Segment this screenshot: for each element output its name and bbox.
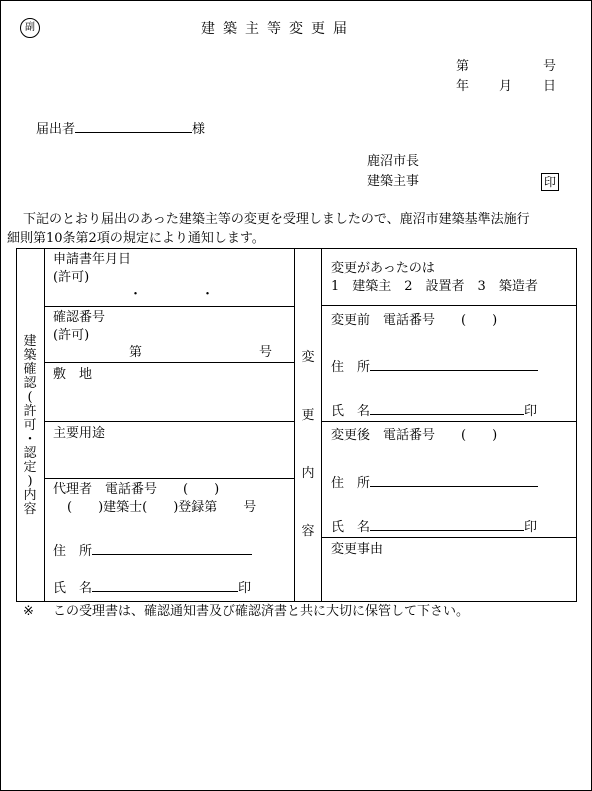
confirm-number-sub: (許可) — [53, 328, 90, 343]
agent-name-label: 氏 名 — [53, 581, 93, 596]
before-address-line — [331, 356, 538, 376]
divider-left-panel — [294, 248, 295, 602]
after-address-line — [331, 472, 538, 492]
before-name-field[interactable] — [370, 400, 524, 415]
site-label: 敷 地 — [53, 367, 93, 382]
agent-seal-mark: 印 — [238, 581, 252, 596]
agent-architect-registration: ( )建築士( )登録第 号 — [67, 500, 257, 515]
left-row-divider — [44, 306, 294, 307]
agent-address-line — [53, 540, 252, 560]
after-address-field[interactable] — [370, 472, 538, 487]
confirm-number-suffix: 号 — [259, 345, 273, 360]
footer-note-mark: ※ — [23, 604, 34, 619]
before-address-label: 住 所 — [331, 360, 371, 375]
right-row-divider — [321, 421, 577, 422]
right-row-divider — [321, 305, 577, 306]
changed-party-label: 変更があったのは — [331, 261, 435, 276]
center-vertical-label: 変 更 内 容 — [301, 350, 315, 539]
agent-address-field[interactable] — [92, 540, 252, 555]
agent-name-field[interactable] — [92, 577, 238, 592]
left-row-divider — [44, 478, 294, 479]
date-day: 日 — [543, 79, 557, 94]
application-date-label: 申請書年月日 — [53, 252, 132, 267]
divider-center-label — [321, 248, 322, 602]
changed-party-options: 1 建築主 2 設置者 3 築造者 — [331, 279, 538, 294]
number-prefix: 第 — [456, 59, 470, 74]
confirm-number-label: 確認番号 — [53, 310, 106, 325]
left-vertical-label: 建 築 確 認 ( 許 可 ・ 認 定 ) 内 容 — [23, 334, 37, 517]
left-row-divider — [44, 362, 294, 363]
agent-name-line — [53, 577, 251, 597]
after-phone-label: 変更後 電話番号 ( ) — [331, 428, 498, 443]
notifier-name-field[interactable] — [75, 118, 192, 133]
before-seal-mark: 印 — [524, 404, 538, 419]
after-name-label: 氏 名 — [331, 520, 371, 535]
after-name-field[interactable] — [370, 516, 524, 531]
after-address-label: 住 所 — [331, 476, 371, 491]
after-seal-mark: 印 — [524, 520, 538, 535]
before-name-label: 氏 名 — [331, 404, 371, 419]
right-row-divider — [321, 537, 577, 538]
before-phone-label: 変更前 電話番号 ( ) — [331, 313, 498, 328]
confirm-number-prefix: 第 — [129, 345, 143, 360]
notifier-line — [36, 118, 205, 138]
issuer-role: 建築主事 — [367, 174, 420, 189]
number-suffix: 号 — [543, 59, 557, 74]
footer-note: この受理書は、確認通知書及び確認済書と共に大切に保管して下さい。 — [53, 604, 470, 619]
application-date-dot-1: ・ — [129, 287, 143, 302]
date-month: 月 — [499, 79, 513, 94]
issuer-seal: 印 — [541, 173, 559, 191]
body-text-line-1: 下記のとおり届出のあった建築主等の変更を受理しましたので、鹿沼市建築基準法施行 — [23, 212, 530, 227]
left-row-divider — [44, 421, 294, 422]
agent-address-label: 住 所 — [53, 544, 93, 559]
notifier-suffix: 様 — [192, 122, 206, 137]
before-name-line — [331, 400, 537, 420]
duplicate-stamp-mark: 副 — [20, 18, 40, 38]
body-text-line-2: 細則第10条第2項の規定により通知します。 — [7, 231, 265, 246]
issuer-title: 鹿沼市長 — [367, 154, 420, 169]
application-date-sub: (許可) — [53, 270, 90, 285]
notifier-label: 届出者 — [36, 122, 76, 137]
date-year: 年 — [456, 79, 470, 94]
after-name-line — [331, 516, 537, 536]
agent-phone-label: 代理者 電話番号 ( ) — [53, 482, 220, 497]
application-date-dot-2: ・ — [201, 287, 215, 302]
change-reason-label: 変更事由 — [331, 542, 384, 557]
form-title: 建築主等変更届 — [201, 21, 355, 37]
main-usage-label: 主要用途 — [53, 426, 106, 441]
divider-left-label — [44, 248, 45, 602]
before-address-field[interactable] — [370, 356, 538, 371]
